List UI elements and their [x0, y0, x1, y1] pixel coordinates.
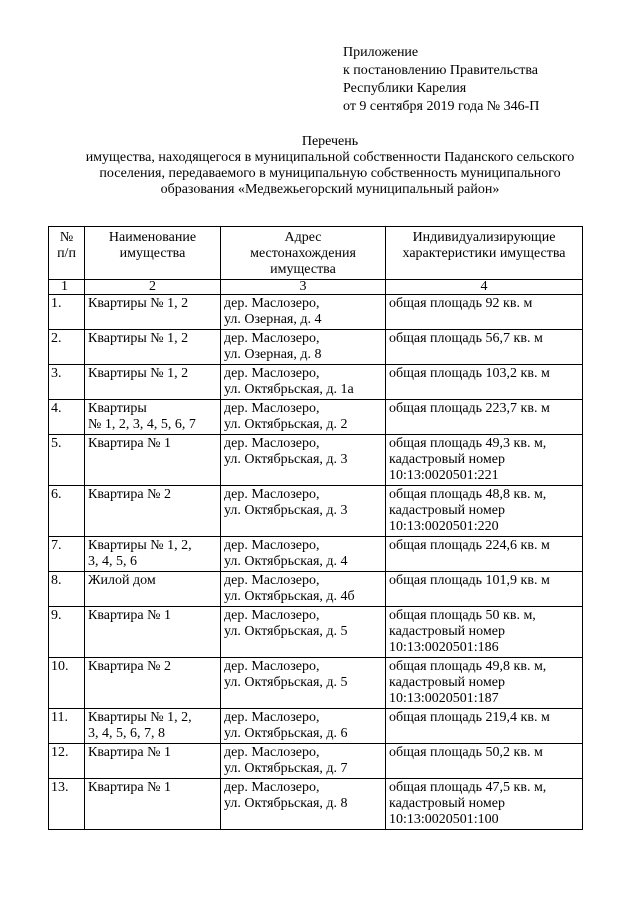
- table-row: [49, 330, 583, 365]
- property-address-line: дер. Маслозеро,: [224, 573, 320, 588]
- property-details-line: 10:13:0020501:100: [389, 812, 499, 827]
- property-details: [386, 435, 583, 486]
- header-line: №: [59, 230, 74, 245]
- property-address-line: дер. Маслозеро,: [224, 780, 320, 795]
- property-details: [386, 400, 583, 435]
- document-title: Перечень: [301, 134, 359, 149]
- property-name: [85, 365, 221, 400]
- property-name-line: Квартиры № 1, 2: [88, 296, 189, 311]
- property-details-line: общая площадь 56,7 кв. м: [389, 331, 543, 346]
- property-address-line: ул. Октябрьская, д. 6: [224, 726, 348, 741]
- property-name: [85, 400, 221, 435]
- header-line: местонахождения: [250, 246, 356, 261]
- table-row: [49, 572, 583, 607]
- property-details-line: 10:13:0020501:221: [389, 468, 499, 483]
- property-details-line: общая площадь 223,7 кв. м: [389, 401, 550, 416]
- property-address: [221, 537, 386, 572]
- row-number: 12.: [49, 744, 85, 779]
- property-name-line: Квартира № 2: [88, 487, 171, 502]
- row-number: 11.: [49, 709, 85, 744]
- property-details: [386, 709, 583, 744]
- row-number: 6.: [49, 486, 85, 537]
- property-address: [221, 709, 386, 744]
- property-name-line: 3, 4, 5, 6, 7, 8: [88, 726, 165, 741]
- column-number: 1: [49, 280, 85, 295]
- property-name: [85, 744, 221, 779]
- property-address-line: ул. Октябрьская, д. 3: [224, 503, 348, 518]
- property-address-line: ул. Октябрьская, д. 3: [224, 452, 348, 467]
- property-name-line: Квартиры № 1, 2: [88, 366, 189, 381]
- property-address: [221, 295, 386, 330]
- table-row: [49, 365, 583, 400]
- table-row: [49, 709, 583, 744]
- property-address-line: ул. Октябрьская, д. 5: [224, 624, 348, 639]
- property-details-line: общая площадь 50,2 кв. м: [389, 745, 543, 760]
- property-address: [221, 400, 386, 435]
- property-address-line: дер. Маслозеро,: [224, 436, 320, 451]
- property-details-line: кадастровый номер: [389, 796, 505, 811]
- header-line: имущества: [270, 262, 336, 277]
- property-name-line: Квартира № 1: [88, 436, 171, 451]
- property-details: [386, 295, 583, 330]
- header-line: характеристики имущества: [402, 246, 566, 261]
- property-address-line: ул. Октябрьская, д. 2: [224, 417, 348, 432]
- table-body: [49, 295, 583, 830]
- property-address-line: ул. Октябрьская, д. 4: [224, 554, 348, 569]
- property-address-line: ул. Октябрьская, д. 5: [224, 675, 348, 690]
- property-address-line: дер. Маслозеро,: [224, 745, 320, 760]
- column-number-row: [49, 280, 583, 295]
- header-line: п/п: [57, 246, 76, 261]
- appendix-line: к постановлению Правительства: [343, 63, 539, 78]
- property-details-line: общая площадь 49,8 кв. м,: [389, 659, 547, 674]
- property-address-line: дер. Маслозеро,: [224, 710, 320, 725]
- heading-line: поселения, передаваемого в муниципальную собственность муниципального: [99, 166, 561, 181]
- property-address-line: ул. Озерная, д. 8: [224, 347, 322, 362]
- property-address-line: дер. Маслозеро,: [224, 659, 320, 674]
- property-name: [85, 330, 221, 365]
- property-name-line: № 1, 2, 3, 4, 5, 6, 7: [88, 417, 196, 432]
- column-number: 3: [221, 280, 386, 295]
- appendix-line: Приложение: [343, 45, 419, 60]
- appendix-block: [343, 44, 539, 116]
- property-details: [386, 486, 583, 537]
- property-name: [85, 572, 221, 607]
- property-address-line: дер. Маслозеро,: [224, 296, 320, 311]
- property-name: [85, 658, 221, 709]
- row-number: 2.: [49, 330, 85, 365]
- property-details-line: 10:13:0020501:220: [389, 519, 499, 534]
- property-address: [221, 779, 386, 830]
- heading-line: имущества, находящегося в муниципальной собственности Паданского сельского: [85, 150, 575, 165]
- property-address-line: ул. Октябрьская, д. 7: [224, 761, 348, 776]
- property-address-line: ул. Октябрьская, д. 8: [224, 796, 348, 811]
- property-details-line: общая площадь 92 кв. м: [389, 296, 533, 311]
- property-name-line: Квартира № 1: [88, 608, 171, 623]
- header-line: имущества: [119, 246, 186, 261]
- property-name: [85, 295, 221, 330]
- property-table: [48, 226, 583, 830]
- property-details: [386, 537, 583, 572]
- row-number: 4.: [49, 400, 85, 435]
- property-details: [386, 779, 583, 830]
- table-row: [49, 744, 583, 779]
- property-name-line: Квартира № 1: [88, 780, 171, 795]
- property-details-line: 10:13:0020501:186: [389, 640, 499, 655]
- table-row: [49, 779, 583, 830]
- property-details-line: общая площадь 101,9 кв. м: [389, 573, 550, 588]
- property-name: [85, 607, 221, 658]
- column-number: 2: [85, 280, 221, 295]
- heading-line: образования «Медвежьегорский муниципальный район»: [160, 182, 500, 197]
- property-details-line: общая площадь 47,5 кв. м,: [389, 780, 547, 795]
- property-name-line: Квартиры № 1, 2,: [88, 710, 192, 725]
- header-name: [85, 227, 221, 280]
- property-address-line: ул. Октябрьская, д. 1а: [224, 382, 354, 397]
- property-details-line: кадастровый номер: [389, 624, 505, 639]
- property-details-line: кадастровый номер: [389, 503, 505, 518]
- header-line: Индивидуализирующие: [412, 230, 556, 245]
- property-details-line: общая площадь 48,8 кв. м,: [389, 487, 547, 502]
- property-address-line: дер. Маслозеро,: [224, 331, 320, 346]
- property-address: [221, 365, 386, 400]
- property-address: [221, 330, 386, 365]
- row-number: 9.: [49, 607, 85, 658]
- property-name: [85, 779, 221, 830]
- document-heading: [40, 134, 620, 198]
- property-address-line: дер. Маслозеро,: [224, 608, 320, 623]
- header-line: Наименование: [108, 230, 197, 245]
- property-address: [221, 572, 386, 607]
- property-details: [386, 658, 583, 709]
- property-details: [386, 572, 583, 607]
- row-number: 1.: [49, 295, 85, 330]
- property-details-line: общая площадь 224,6 кв. м: [389, 538, 550, 553]
- header-address: [221, 227, 386, 280]
- column-number: 4: [386, 280, 583, 295]
- property-address-line: дер. Маслозеро,: [224, 538, 320, 553]
- table-row: [49, 658, 583, 709]
- property-name: [85, 435, 221, 486]
- row-number: 10.: [49, 658, 85, 709]
- property-address: [221, 744, 386, 779]
- property-address: [221, 658, 386, 709]
- property-name: [85, 486, 221, 537]
- property-address-line: дер. Маслозеро,: [224, 366, 320, 381]
- row-number: 7.: [49, 537, 85, 572]
- property-name-line: 3, 4, 5, 6: [88, 554, 137, 569]
- header-number: [49, 227, 85, 280]
- property-name: [85, 709, 221, 744]
- row-number: 13.: [49, 779, 85, 830]
- property-details-line: общая площадь 219,4 кв. м: [389, 710, 550, 725]
- header-details: [386, 227, 583, 280]
- appendix-line: от 9 сентября 2019 года № 346-П: [343, 99, 540, 114]
- property-details: [386, 365, 583, 400]
- table-row: [49, 295, 583, 330]
- property-name-line: Квартира № 1: [88, 745, 171, 760]
- property-details-line: кадастровый номер: [389, 675, 505, 690]
- table-row: [49, 435, 583, 486]
- property-name-line: Квартиры: [88, 401, 147, 416]
- header-line: Адрес: [284, 230, 322, 245]
- row-number: 5.: [49, 435, 85, 486]
- row-number: 8.: [49, 572, 85, 607]
- property-details-line: 10:13:0020501:187: [389, 691, 499, 706]
- table-row: [49, 607, 583, 658]
- property-address-line: дер. Маслозеро,: [224, 487, 320, 502]
- row-number: 3.: [49, 365, 85, 400]
- property-details: [386, 607, 583, 658]
- property-address: [221, 486, 386, 537]
- property-details-line: общая площадь 49,3 кв. м,: [389, 436, 547, 451]
- property-name: [85, 537, 221, 572]
- table-header-row: [49, 227, 583, 280]
- appendix-line: Республики Карелия: [343, 81, 467, 96]
- table-row: [49, 537, 583, 572]
- property-name-line: Квартиры № 1, 2,: [88, 538, 192, 553]
- property-name-line: Квартиры № 1, 2: [88, 331, 189, 346]
- property-details-line: общая площадь 50 кв. м,: [389, 608, 536, 623]
- property-name-line: Жилой дом: [88, 573, 156, 588]
- property-details: [386, 744, 583, 779]
- table-row: [49, 400, 583, 435]
- property-address-line: дер. Маслозеро,: [224, 401, 320, 416]
- property-details-line: общая площадь 103,2 кв. м: [389, 366, 550, 381]
- property-address: [221, 435, 386, 486]
- property-name-line: Квартира № 2: [88, 659, 171, 674]
- property-address: [221, 607, 386, 658]
- table-row: [49, 486, 583, 537]
- property-address-line: ул. Озерная, д. 4: [224, 312, 322, 327]
- property-details: [386, 330, 583, 365]
- property-details-line: кадастровый номер: [389, 452, 505, 467]
- property-address-line: ул. Октябрьская, д. 4б: [224, 589, 355, 604]
